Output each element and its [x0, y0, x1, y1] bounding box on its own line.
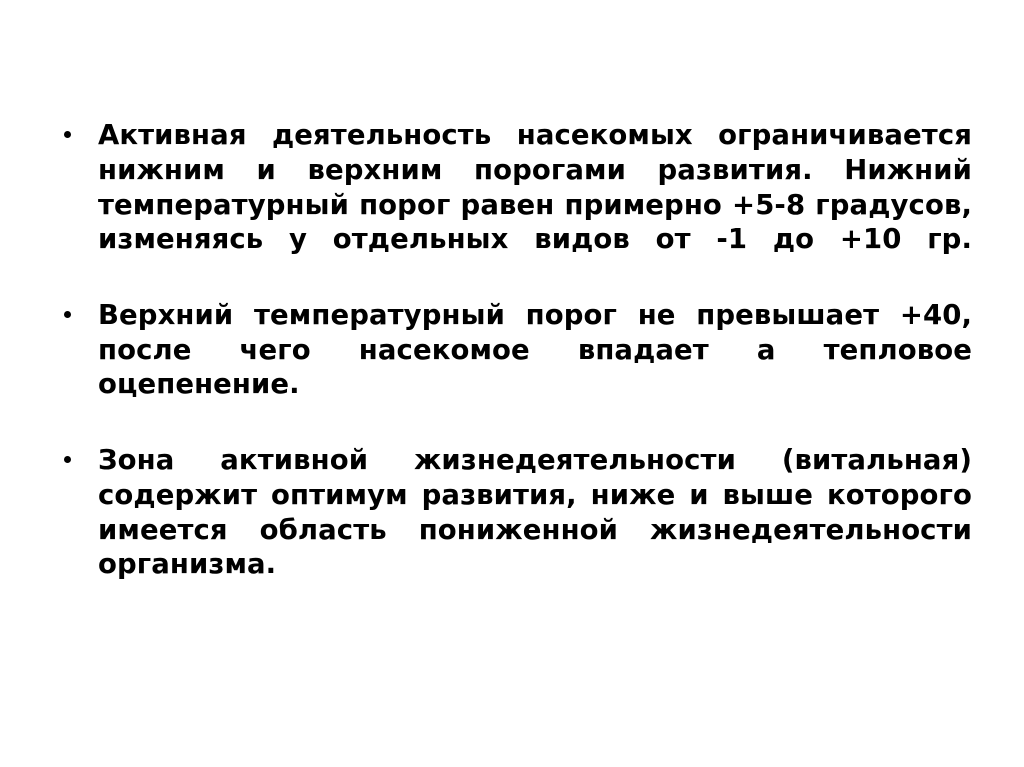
list-item	[52, 298, 972, 437]
list-item	[52, 118, 972, 292]
slide-body	[52, 118, 972, 623]
bullet-list	[52, 118, 972, 617]
bullet-dot-icon	[64, 311, 71, 318]
bullet-text: Зона активной жизнедеятельности (витальная) содержит оптимум развития, ниже и выше которого имеется область пониженной жизнедеятельности организма.	[98, 444, 972, 581]
bullet-dot-icon	[64, 456, 71, 463]
list-item	[52, 443, 972, 617]
bullet-text: Верхний температурный порог не превышает +40, после чего насекомое впадает а тепловое оцепенение.	[98, 298, 972, 401]
bullet-text: Активная деятельность насекомых ограничивается нижним и верхним порогами развития. Нижний температурный порог равен примерно +5-8 градусов, изменяясь у отдельных видов от -1 до +10 гр.	[98, 119, 972, 256]
bullet-dot-icon	[64, 131, 71, 138]
